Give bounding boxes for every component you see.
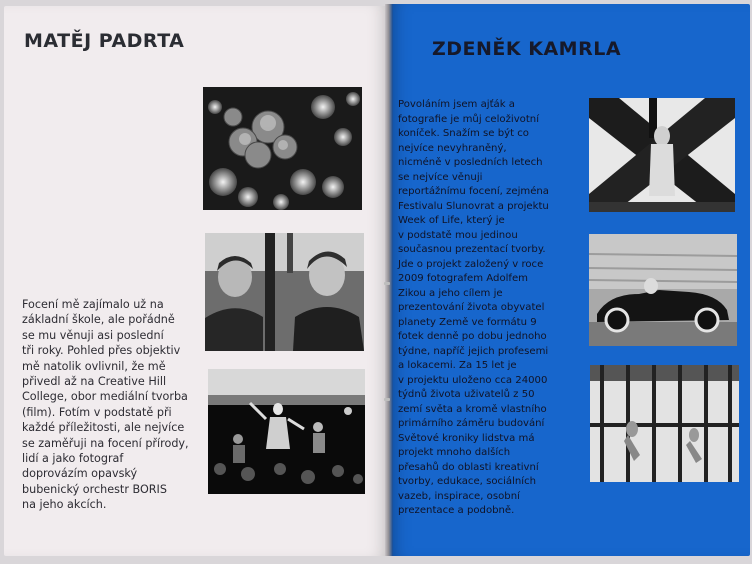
- bio-line: prezentace a podobně.: [398, 505, 515, 516]
- bio-line: koníček. Snažím se být co: [398, 128, 529, 139]
- bio-line: tvorby, edukace, sociálních: [398, 476, 537, 487]
- bio-line: v podstatě mou jedinou: [398, 229, 518, 241]
- bio-line: a lokacemi. Za 15 let je: [398, 360, 517, 371]
- bio-line: bubenický orchestr BORIS: [22, 482, 167, 496]
- bio-line: na jeho akcích.: [22, 498, 107, 512]
- flower-bokeh-photo: [203, 87, 362, 210]
- bio-line: se nejvíce věnuji: [398, 171, 483, 183]
- portrait-photo: [205, 233, 364, 351]
- bio-line: Focení mě zajímalo už na: [22, 298, 164, 311]
- bio-line: základní škole, ale pořádně: [22, 313, 175, 327]
- concert-photo: [208, 369, 365, 494]
- bio-line: mě natolik ovlivnil, že mě: [22, 359, 166, 373]
- bio-line: nicméně v posledních letech: [398, 157, 543, 168]
- right-page-bio: [398, 98, 580, 519]
- window-grid-photo: [590, 365, 739, 482]
- bio-line: každé příležitosti, ale nejvíce: [22, 421, 185, 435]
- bio-line: tři roky. Pohled přes objektiv: [22, 344, 181, 358]
- bio-line: se mu věnuji asi poslední: [22, 328, 164, 342]
- bio-line: se zaměřuji na focení přírody,: [22, 436, 189, 450]
- bio-line: (film). Fotím v podstatě při: [22, 405, 172, 419]
- left-page-title: MATĚJ PADRTA: [24, 30, 185, 52]
- vintage-car-photo: [589, 234, 737, 346]
- bio-line: Jde o projekt založený v roce: [398, 258, 544, 270]
- bio-line: lidí a jako fotograf: [22, 452, 124, 466]
- bio-line: projekt mnoho dalších: [398, 447, 511, 458]
- bio-line: vazeb, inspirace, osobní: [398, 490, 520, 502]
- bio-line: zemí světa a kromě vlastního: [398, 403, 547, 415]
- bio-line: College, obor mediální tvorba: [22, 390, 188, 404]
- booklet-spine: [385, 4, 393, 556]
- bio-line: současnou prezentací tvorby.: [398, 244, 546, 255]
- bio-line: fotek denně po dobu jednoho: [398, 331, 547, 342]
- bio-line: prezentování života obyvatel: [398, 302, 545, 313]
- right-page-title: ZDENĚK KAMRLA: [432, 38, 622, 60]
- bio-line: přesahů do oblasti kreativní: [398, 461, 539, 473]
- bio-line: reportážnímu focení, zejména: [398, 186, 549, 197]
- bio-line: týdne, napříč jejich profesemi: [398, 345, 549, 357]
- bio-line: Povoláním jsem ajťák a: [398, 99, 515, 110]
- bio-line: 2009 fotografem Adolfem: [398, 273, 529, 284]
- bio-line: Zikou a jeho cílem je: [398, 287, 503, 299]
- bio-line: primárního záměru budování: [398, 418, 545, 429]
- bio-line: Week of Life, který je: [398, 215, 505, 226]
- bio-line: planety Země ve formátu 9: [398, 316, 537, 328]
- bio-line: doprovázím opavský: [22, 467, 138, 481]
- cross-structure-photo: [589, 98, 735, 212]
- bio-line: fotografie je můj celoživotní: [398, 113, 539, 125]
- bio-line: týdnů života uživatelů z 50: [398, 389, 535, 400]
- bio-line: Festivalu Slunovrat a projektu: [398, 200, 549, 212]
- bio-line: Světové kroniky lidstva má: [398, 432, 535, 444]
- staple: [384, 398, 390, 401]
- left-page-bio: [22, 297, 202, 513]
- bio-line: nejvíce nevyhraněný,: [398, 142, 507, 154]
- staple: [384, 282, 390, 285]
- bio-line: přivedl až na Creative Hill: [22, 375, 167, 389]
- bio-line: v projektu uloženo cca 24000: [398, 374, 548, 386]
